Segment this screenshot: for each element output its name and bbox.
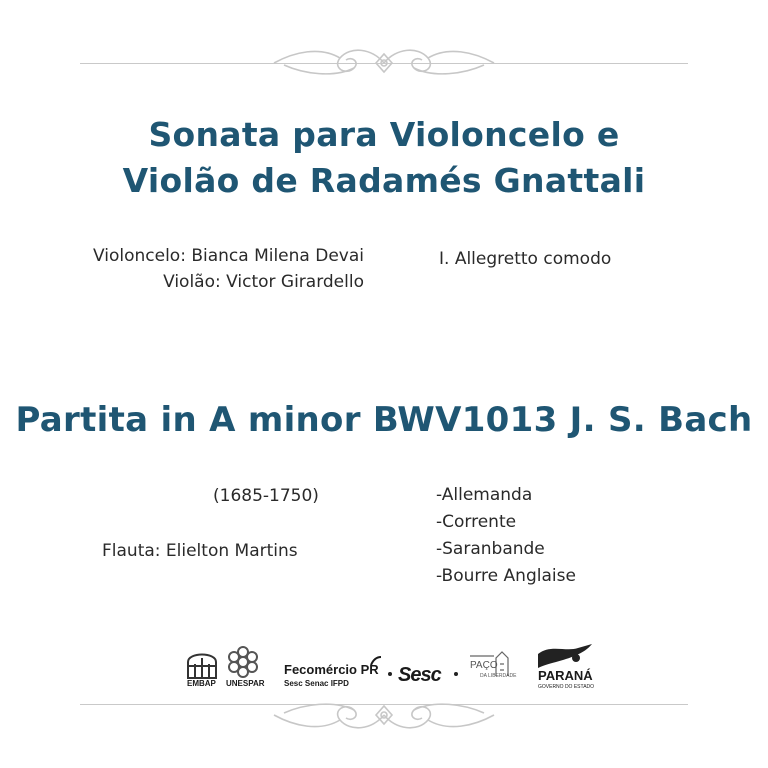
paco-label: PAÇO [470, 660, 498, 671]
parana-label: PARANÁ [538, 668, 593, 683]
movement-item: -Bourre Anglaise [436, 566, 576, 586]
section1-movement: I. Allegretto comodo [439, 249, 612, 269]
section1-performer-cello: Violoncelo: Bianca Milena Devai [92, 246, 364, 266]
fecomercio-label: Fecomércio PR [284, 662, 379, 677]
sesc-label: Sesc [398, 664, 441, 686]
paco-logo [466, 648, 516, 678]
bottom-ornament [254, 696, 514, 734]
embap-label: EMBAP [187, 679, 216, 688]
paco-sub: DA LIBERDADE [480, 673, 517, 679]
movement-item: -Corrente [436, 512, 517, 532]
separator-dot [388, 672, 392, 676]
section2-title: Partita in A minor BWV1013 J. S. Bach [15, 400, 753, 440]
separator-dot [454, 672, 458, 676]
parana-sub: GOVERNO DO ESTADO [538, 684, 595, 690]
section2-performer: Flauta: Elielton Martins [102, 541, 298, 561]
parana-logo [536, 644, 595, 690]
movement-item: -Allemanda [436, 485, 533, 505]
top-ornament [254, 44, 514, 82]
section1-title [0, 112, 768, 204]
unespar-label: UNESPAR [226, 679, 265, 688]
section2-dates: (1685-1750) [213, 486, 319, 506]
unespar-logo [225, 646, 265, 688]
section1-title-line2: Violão de Radamés Gnattali [122, 161, 646, 200]
movement-item: -Saranbande [436, 539, 545, 559]
section1-performer-guitar: Violão: Victor Girardello [163, 272, 364, 292]
sponsor-logos [180, 644, 600, 694]
section1-title-line1: Sonata para Violoncelo e [148, 115, 620, 154]
embap-logo [185, 646, 219, 688]
fecomercio-sub: Sesc Senac IFPD [284, 679, 349, 688]
